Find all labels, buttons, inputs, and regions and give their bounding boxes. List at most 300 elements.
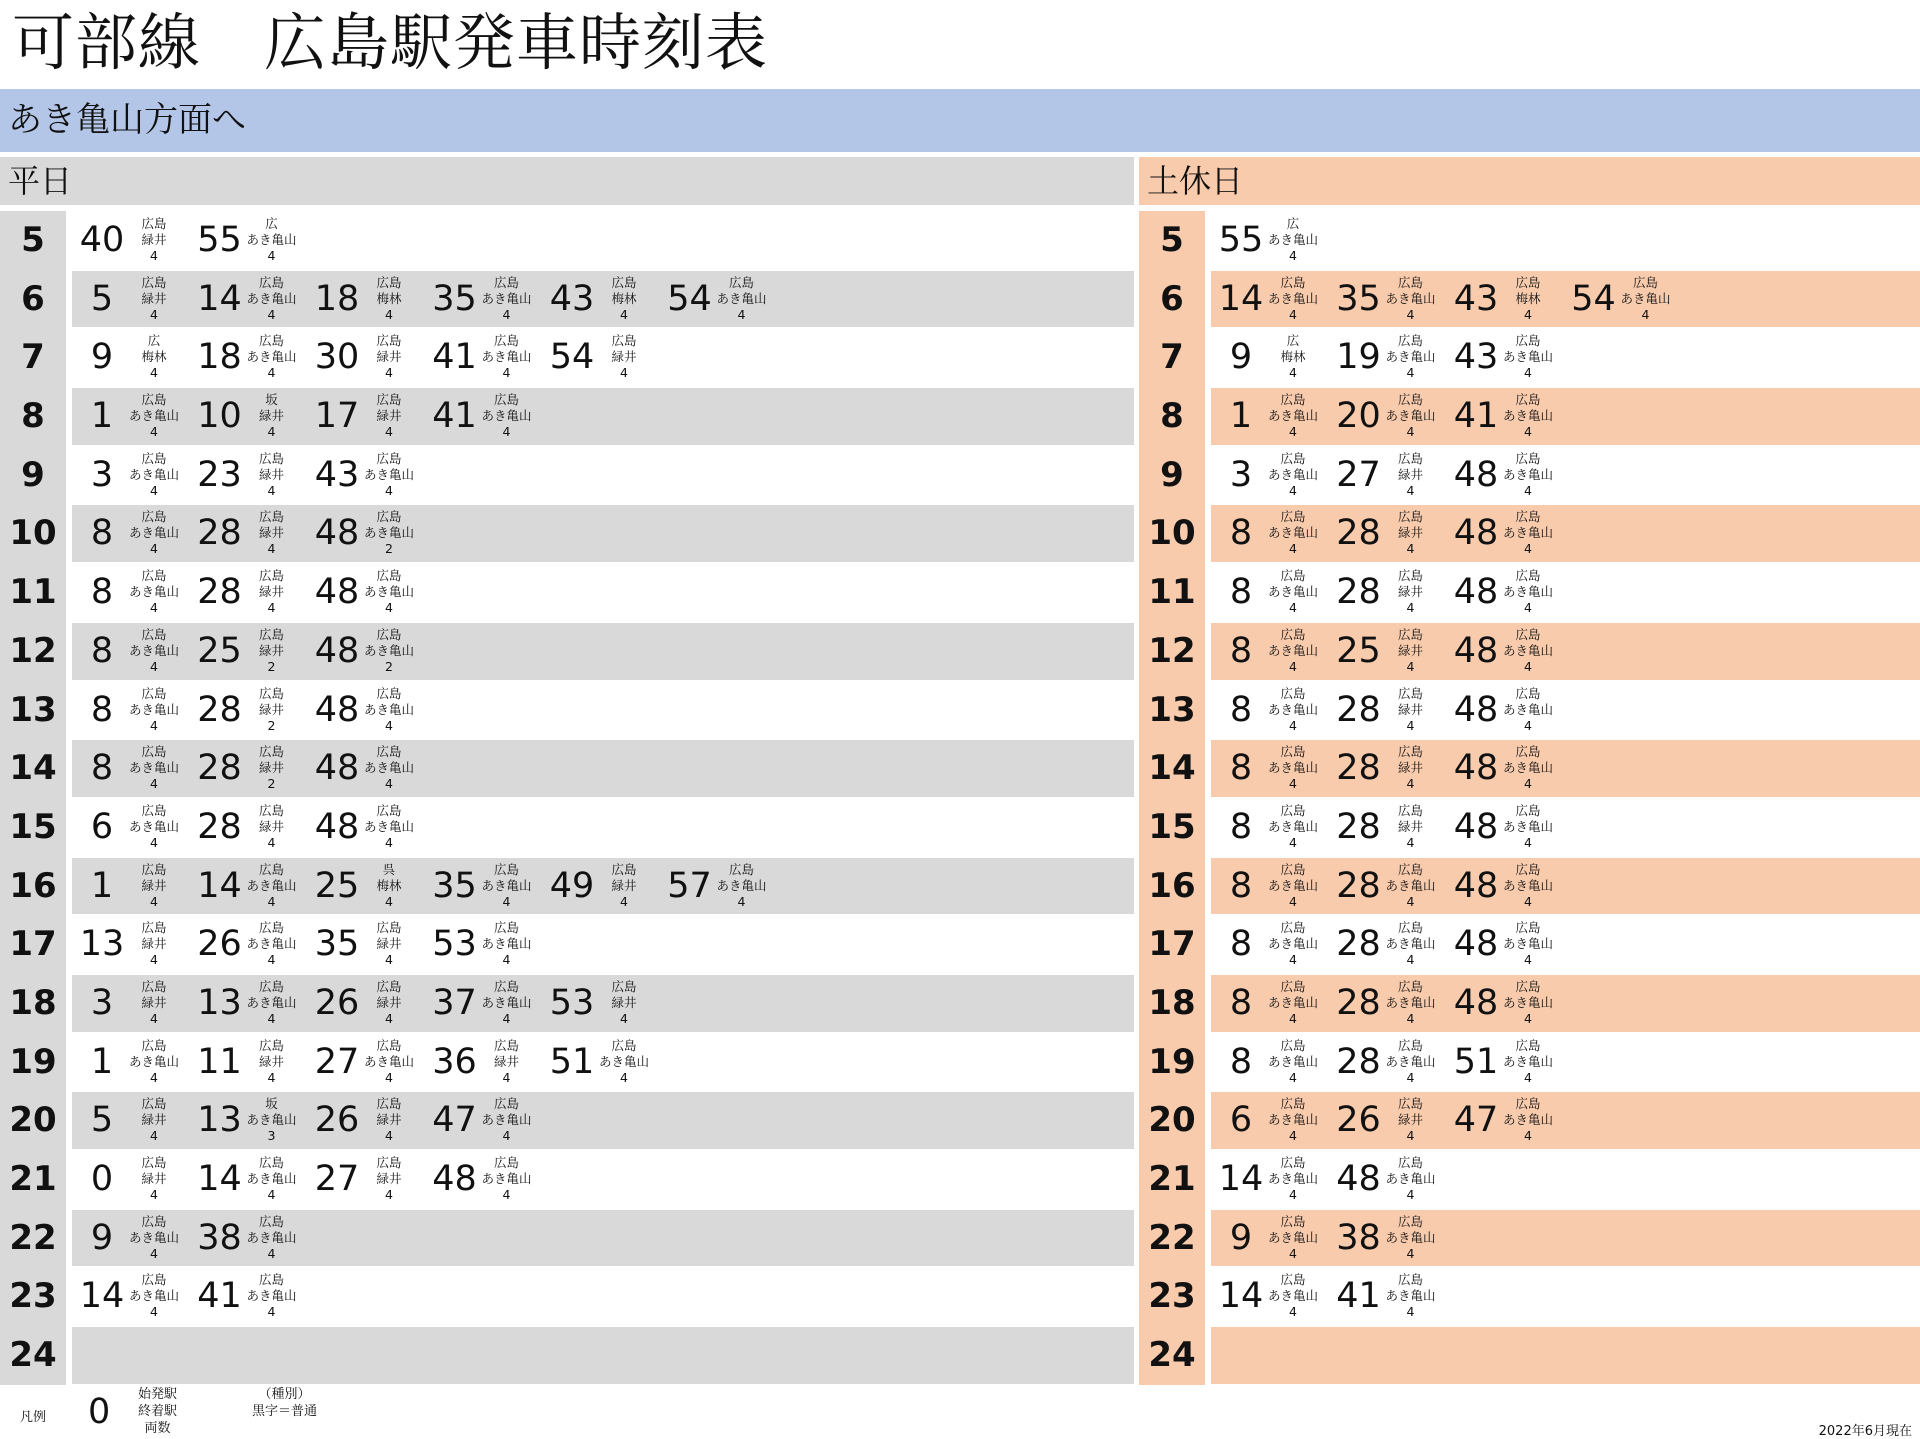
departure-minute: 28: [1336, 572, 1381, 613]
departure-minute: 10: [197, 396, 242, 437]
departure: [1329, 682, 1446, 738]
departure-minute: 47: [432, 1100, 477, 1141]
car-count: 4: [1524, 834, 1532, 850]
departure-info: [1381, 744, 1441, 792]
car-count: 4: [1289, 776, 1297, 792]
destination-station: あき亀山: [1502, 525, 1553, 541]
car-count: 4: [1289, 424, 1297, 440]
departure: [1329, 1268, 1446, 1324]
departure-info: [594, 1038, 654, 1086]
departure: [1329, 1034, 1446, 1090]
departure-info: [242, 216, 302, 264]
destination-station: あき亀山: [363, 701, 414, 717]
departure-info: [242, 1096, 302, 1144]
destination-station: 緑井: [141, 290, 167, 306]
departure-info: [242, 686, 302, 734]
origin-station: 広島: [258, 1272, 284, 1288]
origin-station: 坂: [265, 392, 278, 408]
departure-minute: 28: [197, 513, 242, 554]
car-count: 4: [1406, 306, 1415, 322]
destination-station: あき亀山: [128, 1229, 179, 1245]
legend-destination: 終着駅: [138, 1404, 178, 1419]
origin-station: 広島: [376, 509, 402, 525]
legend-label: 凡例: [20, 1410, 47, 1425]
timetable-row: [1139, 211, 1920, 270]
departure-minute: 48: [314, 513, 360, 554]
origin-station: 広島: [1280, 802, 1306, 818]
legend-cars: 両数: [144, 1421, 171, 1436]
departure: [1329, 505, 1446, 561]
departure: [307, 682, 424, 738]
destination-station: あき亀山: [1502, 701, 1553, 717]
car-count: 4: [502, 1187, 511, 1202]
departure: [1211, 447, 1328, 503]
departure-info: [1263, 627, 1323, 675]
destination-station: あき亀山: [1502, 642, 1553, 658]
departure-list: [1211, 329, 1920, 386]
departure-info: [1498, 1038, 1558, 1086]
car-count: 4: [1406, 1128, 1415, 1144]
departure-info: [359, 627, 419, 675]
departure-list: [1211, 975, 1920, 1032]
departure-minute: 8: [1229, 924, 1253, 965]
departure-minute: 48: [1453, 572, 1499, 613]
departure-info: [359, 862, 419, 910]
departure: [72, 975, 189, 1031]
destination-station: あき亀山: [481, 877, 532, 893]
departure-minute: 48: [314, 806, 360, 847]
origin-station: 広島: [376, 920, 402, 936]
destination-station: あき亀山: [128, 701, 179, 717]
origin-station: 広島: [728, 861, 754, 877]
origin-station: 広島: [1515, 509, 1541, 525]
car-count: 4: [150, 1010, 158, 1026]
destination-station: あき亀山: [1267, 408, 1318, 424]
origin-station: 広島: [376, 392, 402, 408]
car-count: 4: [150, 482, 158, 498]
departure-minute: 49: [549, 865, 595, 906]
departure-minute: 1: [1229, 396, 1253, 437]
departure: [1211, 212, 1328, 268]
car-count: 4: [1289, 1128, 1297, 1144]
hour-label: 8: [0, 387, 66, 446]
origin-station: 広島: [376, 1037, 402, 1053]
timetable-row: [0, 1267, 1134, 1326]
destination-station: あき亀山: [128, 1288, 179, 1304]
departure-info: [1381, 1214, 1441, 1262]
departure: [72, 740, 189, 796]
destination-station: 緑井: [141, 232, 167, 247]
departure: [72, 799, 189, 855]
origin-station: 広島: [258, 978, 284, 994]
car-count: 4: [1289, 306, 1297, 322]
departure: [660, 271, 777, 327]
origin-station: 広島: [1280, 392, 1306, 408]
departure-info: [242, 1038, 302, 1086]
departure: [307, 271, 424, 327]
departure-minute: 8: [1229, 689, 1253, 730]
departure-minute: 9: [90, 1217, 114, 1258]
departure-info: [1263, 275, 1323, 323]
destination-station: あき亀山: [1385, 290, 1436, 306]
destination-station: あき亀山: [1267, 701, 1318, 717]
car-count: 4: [267, 424, 276, 440]
departure-info: [1263, 686, 1323, 734]
departure-info: [1498, 920, 1558, 968]
hour-label: 12: [1139, 622, 1205, 681]
departure: [190, 916, 307, 972]
departure-info: [124, 686, 184, 734]
departure-info: [359, 392, 419, 440]
departure: [307, 623, 424, 679]
origin-station: 広島: [376, 685, 402, 701]
departure: [1446, 329, 1563, 385]
departure-info: [124, 1272, 184, 1320]
departure-minute: 26: [314, 982, 360, 1023]
hour-label: 22: [1139, 1209, 1205, 1268]
departure-minute: 41: [197, 1276, 242, 1317]
destination-station: 緑井: [1397, 818, 1423, 834]
departure-minute: 41: [1453, 396, 1499, 437]
timetable-row: [1139, 1326, 1920, 1385]
legend-type-heading: （種別）: [258, 1387, 311, 1402]
origin-station: 広島: [1397, 685, 1423, 701]
departure-info: [242, 979, 302, 1027]
departure-list: [1211, 1151, 1920, 1208]
departure-list: [72, 799, 1134, 856]
destination-station: 緑井: [1397, 525, 1423, 541]
departure: [307, 1151, 424, 1207]
departure-info: [1263, 1214, 1323, 1262]
origin-station: 広島: [1397, 920, 1423, 936]
departure: [1211, 564, 1328, 620]
departure-minute: 36: [432, 1041, 477, 1082]
destination-station: 緑井: [1397, 466, 1423, 482]
departure-list: [72, 1092, 1134, 1149]
destination-station: あき亀山: [1267, 1229, 1318, 1245]
car-count: 4: [1524, 482, 1532, 498]
destination-station: あき亀山: [481, 936, 532, 952]
destination-station: あき亀山: [1385, 994, 1436, 1010]
car-count: 4: [1289, 1010, 1297, 1026]
origin-station: 広島: [1280, 1272, 1306, 1288]
car-count: 4: [1406, 893, 1415, 909]
origin-station: 広島: [141, 626, 167, 642]
destination-station: 緑井: [141, 994, 167, 1010]
timetable-row: [0, 622, 1134, 681]
departure-minute: 27: [314, 1041, 360, 1082]
departure-info: [124, 451, 184, 499]
departure: [425, 1151, 542, 1207]
car-count: 4: [1289, 1245, 1297, 1261]
departure-minute: 48: [432, 1159, 477, 1199]
departure: [1329, 799, 1446, 855]
car-count: 4: [1289, 541, 1297, 557]
origin-station: 広島: [611, 978, 637, 994]
departure: [425, 1034, 542, 1090]
departure-list: [1211, 1092, 1920, 1149]
car-count: 4: [150, 365, 158, 381]
car-count: 4: [150, 1187, 158, 1202]
destination-station: 緑井: [258, 525, 284, 541]
destination-station: あき亀山: [363, 818, 414, 834]
departure-minute: 48: [1453, 454, 1499, 495]
departure-list: [72, 975, 1134, 1032]
departure-info: [1498, 451, 1558, 499]
departure-info: [1381, 1096, 1441, 1144]
destination-station: あき亀山: [246, 877, 297, 893]
car-count: 4: [150, 658, 158, 674]
departure: [1446, 623, 1563, 679]
hour-label: 20: [0, 1091, 66, 1150]
departure: [307, 388, 424, 444]
origin-station: 広島: [376, 568, 402, 584]
car-count: 4: [1289, 658, 1297, 674]
departure-info: [242, 1155, 302, 1203]
departure: [72, 271, 189, 327]
destination-station: あき亀山: [481, 290, 532, 306]
departure-list: [1211, 1034, 1920, 1091]
departure: [190, 271, 307, 327]
departure: [190, 1092, 307, 1148]
page-title: 可部線 広島駅発車時刻表: [12, 6, 769, 79]
destination-station: あき亀山: [1502, 936, 1553, 952]
departure-info: [242, 920, 302, 968]
departure-minute: 53: [549, 982, 595, 1023]
departure: [72, 1210, 189, 1266]
origin-station: 広島: [1397, 802, 1423, 818]
timetable-row: [1139, 504, 1920, 563]
car-count: 4: [267, 600, 276, 616]
departure-list: [72, 1210, 1134, 1267]
departure-info: [1381, 803, 1441, 851]
departure-info: [124, 1214, 184, 1262]
destination-station: 緑井: [141, 936, 167, 952]
destination-station: あき亀山: [128, 584, 179, 600]
destination-station: あき亀山: [1385, 936, 1436, 952]
origin-station: 広島: [376, 626, 402, 642]
departure: [1211, 858, 1328, 914]
destination-station: 緑井: [611, 349, 637, 365]
car-count: 4: [1289, 600, 1297, 616]
origin-station: 広島: [1280, 626, 1306, 642]
departure-minute: 20: [1336, 396, 1381, 437]
departure-list: [72, 1327, 1134, 1384]
car-count: 4: [1289, 717, 1297, 733]
car-count: 4: [1289, 834, 1297, 850]
car-count: 4: [150, 717, 158, 733]
hour-label: 5: [0, 211, 66, 270]
car-count: 4: [150, 834, 158, 850]
origin-station: 広島: [1280, 1213, 1306, 1229]
departure-info: [1498, 979, 1558, 1027]
departure: [307, 858, 424, 914]
departure-minute: 8: [90, 572, 114, 613]
departure: [72, 505, 189, 561]
departure-list: [72, 1268, 1134, 1325]
destination-station: 緑井: [258, 818, 284, 834]
departure: [425, 975, 542, 1031]
destination-station: あき亀山: [246, 1229, 297, 1245]
origin-station: 広島: [1280, 1155, 1306, 1170]
departure-minute: 8: [1229, 513, 1253, 554]
origin-station: 広島: [493, 333, 519, 349]
origin-station: 広島: [1280, 978, 1306, 994]
departure-info: [359, 451, 419, 499]
departure-minute: 28: [1336, 689, 1381, 730]
destination-station: 緑井: [141, 877, 167, 893]
departure-info: [1381, 627, 1441, 675]
origin-station: 広島: [141, 450, 167, 466]
departure-info: [477, 1096, 537, 1144]
origin-station: 広島: [258, 450, 284, 466]
departure-minute: 41: [1336, 1276, 1381, 1317]
departure-list: [72, 388, 1134, 445]
hour-label: 18: [1139, 974, 1205, 1033]
departure-minute: 37: [432, 982, 477, 1023]
departure: [1211, 1151, 1328, 1207]
departure-info: [1381, 862, 1441, 910]
car-count: 2: [267, 658, 276, 674]
destination-station: 緑井: [1397, 642, 1423, 658]
departure-info: [1498, 333, 1558, 381]
departure-list: [1211, 682, 1920, 739]
departure-info: [1498, 686, 1558, 734]
car-count: 4: [502, 952, 511, 968]
timetable-row: [0, 328, 1134, 387]
car-count: 4: [385, 482, 393, 498]
departure: [1329, 329, 1446, 385]
departure: [1329, 388, 1446, 444]
car-count: 4: [267, 1304, 276, 1320]
departure: [1564, 271, 1681, 327]
departure: [72, 623, 189, 679]
weekday-panel: [0, 157, 1134, 1376]
destination-station: あき亀山: [128, 760, 179, 776]
departure-info: [1381, 1038, 1441, 1086]
hour-label: 9: [0, 446, 66, 505]
departure: [1446, 1092, 1563, 1148]
hour-label: 12: [0, 622, 66, 681]
timetable-row: [1139, 681, 1920, 740]
origin-station: 広島: [141, 1272, 167, 1288]
departure-minute: 47: [1453, 1100, 1499, 1141]
departure-info: [242, 862, 302, 910]
origin-station: 広島: [141, 744, 167, 760]
car-count: 4: [150, 952, 158, 968]
origin-station: 広島: [1515, 333, 1541, 349]
departure: [1211, 799, 1328, 855]
departure-minute: 51: [1453, 1041, 1499, 1082]
departure-minute: 5: [90, 278, 114, 319]
destination-station: あき亀山: [363, 1053, 414, 1069]
departure-info: [242, 803, 302, 851]
destination-station: あき亀山: [363, 760, 414, 776]
departure: [1211, 975, 1328, 1031]
timetable-row: [0, 739, 1134, 798]
departure-minute: 48: [314, 630, 360, 671]
departure-minute: 43: [1453, 278, 1499, 319]
origin-station: 広: [265, 216, 278, 231]
hour-label: 21: [1139, 1150, 1205, 1209]
departure-info: [1263, 744, 1323, 792]
departure: [1329, 975, 1446, 1031]
origin-station: 広島: [1397, 392, 1423, 408]
destination-station: 緑井: [1397, 760, 1423, 776]
departure: [1211, 916, 1328, 972]
car-count: 4: [385, 1010, 393, 1026]
departure-info: [1263, 333, 1323, 381]
departure-info: [124, 216, 184, 264]
departure-info: [124, 803, 184, 851]
car-count: 4: [150, 1128, 158, 1144]
timetable-row: [1139, 328, 1920, 387]
destination-station: あき亀山: [481, 1171, 532, 1186]
origin-station: 広島: [141, 1096, 167, 1112]
car-count: 4: [385, 424, 393, 440]
hour-label: 5: [1139, 211, 1205, 270]
timetable-row: [1139, 387, 1920, 446]
departure: [190, 799, 307, 855]
timetable-row: [0, 1326, 1134, 1385]
departure: [1446, 916, 1563, 972]
origin-station: 広島: [1397, 1155, 1423, 1170]
origin-station: 広島: [376, 1096, 402, 1112]
departure-info: [1381, 979, 1441, 1027]
departure-info: [1381, 275, 1441, 323]
departure-info: [1498, 509, 1558, 557]
departure-list: [72, 682, 1134, 739]
car-count: 4: [1524, 365, 1532, 381]
departure-minute: 28: [1336, 982, 1381, 1023]
departure-minute: 55: [197, 220, 242, 260]
destination-station: あき亀山: [716, 877, 767, 893]
departure-minute: 43: [314, 454, 360, 495]
departure: [307, 916, 424, 972]
departure: [307, 1092, 424, 1148]
departure-list: [1211, 564, 1920, 621]
car-count: 4: [502, 1010, 511, 1026]
departure-minute: 57: [667, 865, 712, 906]
departure-list: [1211, 799, 1920, 856]
destination-station: 緑井: [1397, 584, 1423, 600]
departure: [1211, 388, 1328, 444]
departure-minute: 8: [1229, 572, 1253, 613]
departure-info: [359, 1038, 419, 1086]
car-count: 4: [1524, 776, 1532, 792]
departure-minute: 48: [1453, 748, 1499, 789]
holiday-panel: [1139, 157, 1920, 1376]
departure-list: [72, 212, 1134, 269]
timetable-row: [0, 387, 1134, 446]
departure-minute: 54: [1571, 278, 1616, 319]
destination-station: 緑井: [1397, 1112, 1423, 1128]
hour-label: 13: [1139, 681, 1205, 740]
car-count: 4: [385, 834, 393, 850]
origin-station: 広島: [1397, 509, 1423, 525]
destination-station: あき亀山: [1267, 1053, 1318, 1069]
car-count: 4: [267, 893, 276, 909]
departure-info: [124, 1155, 184, 1203]
departure: [1211, 1034, 1328, 1090]
origin-station: 広島: [1515, 626, 1541, 642]
destination-station: あき亀山: [363, 642, 414, 658]
departure-minute: 8: [1229, 748, 1253, 789]
departure-info: [242, 568, 302, 616]
departure: [542, 271, 659, 327]
origin-station: 広島: [141, 920, 167, 936]
origin-station: 広島: [493, 861, 519, 877]
